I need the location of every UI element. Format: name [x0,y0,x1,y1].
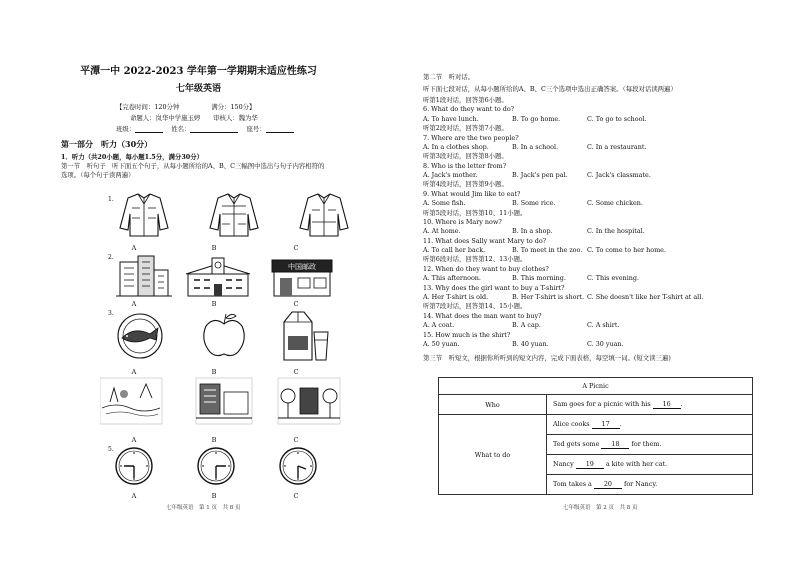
option-label-c: C [293,244,299,252]
option-label-a: A [131,492,137,500]
question-line: 7. Where are the two people? [423,133,519,142]
clock-icon [280,448,316,484]
question-line: 9. What would Jim like to eat? [423,189,521,198]
section2-instructions: 听下面七段对话，从每小题所给的A、B、C三个选项中选出正确答案。（每段对话读两遍） [423,85,677,93]
answer-option[interactable]: C. 30 yuan. [587,339,624,348]
option-label-a: A [131,436,137,444]
table-title: A Picnic [439,378,753,395]
answer-option[interactable]: C. Jack's classmate. [587,171,651,180]
question-number: 2. [108,254,114,261]
row-text: Ted gets some [553,440,600,448]
table-cell [547,435,753,455]
answer-blank-17[interactable]: 17 [592,420,620,429]
answer-option[interactable]: B. To go home. [512,114,561,123]
question-number: 5. [108,446,114,453]
river-scene-icon [100,378,162,424]
name-field[interactable] [190,132,238,133]
section2-heading: 第二节 听对话。 [423,73,475,81]
exam-title: 平潭一中 2022-2023 学年第一学期期末适应性练习 [80,66,317,77]
answer-option[interactable]: B. To meet in the zoo. [512,246,583,255]
answer-blank-18[interactable]: 18 [601,440,629,449]
hospital-building-icon [116,256,172,296]
answer-option[interactable]: A. Jack's mother. [423,171,478,180]
question-line: 15. How much is the shirt? [423,330,511,339]
answer-option[interactable]: A. To have lunch. [423,114,479,123]
option-label-b: B [211,436,217,444]
jacket-images [112,192,362,240]
question-line: 11. What does Sally want Mary to do? [423,236,547,245]
store-sign: 中国邮政 [288,263,316,271]
option-label-b: B [211,300,217,308]
option-label-b: B [211,244,217,252]
answer-option[interactable]: C. To go to school. [587,114,647,123]
question-line: 听第1段对话，回答第6小题。 [423,96,508,104]
page-footer: 七年级英语 第 1 页 共 8 页 [166,505,241,511]
jacket-icon [210,194,258,236]
answer-option[interactable]: A. A coat. [423,321,455,330]
listening-heading: 1．听力（共20小题，每小题1.5分，满分30分） [61,153,203,161]
seat-field[interactable] [266,132,294,133]
question-number: 1. [108,196,114,203]
part1-heading: 第一部分 听力（30分） [61,139,153,149]
seat-label: 座号： [246,125,266,133]
clock-icon [198,448,234,484]
answer-option[interactable]: A. Some fish. [423,199,466,208]
answer-option[interactable]: A. 50 yuan. [423,339,460,348]
picnic-table [438,377,753,495]
table-cell [547,415,753,435]
answer-option[interactable]: B. Jack's pen pal. [512,171,568,180]
street-scene-icon [196,378,252,424]
food-images [112,310,362,364]
question-line: 8. Who is the letter from? [423,161,507,170]
answer-option[interactable]: C. To come to her home. [587,246,666,255]
option-label-c: C [293,492,299,500]
row-text: for Nancy. [623,480,658,488]
school-building-icon [186,258,250,296]
question-line: 14. What does the man want to buy? [423,311,542,320]
class-label: 班级： [116,125,136,133]
answer-option[interactable]: C. In a restaurant. [587,142,647,151]
row-text: Alice cooks [553,420,590,428]
clock-icon [116,448,152,484]
table-cell [547,395,753,415]
row-text: for them. [631,440,662,448]
clock-images [112,446,362,486]
table-cell [547,455,753,475]
answer-option[interactable]: C. This evening. [587,274,640,283]
answer-option[interactable]: B. Her T-shirt is short. [512,292,585,301]
question-line: 13. Why does the girl want to buy a T-shirt? [423,283,565,292]
answer-option[interactable]: A. To call her back. [423,246,486,255]
answer-option[interactable]: B. In a shop. [512,227,553,236]
question-line: 听第7段对话，回答第14、15小题。 [423,302,527,311]
table-cell [547,475,753,495]
table-row [439,415,753,435]
option-label-a: A [131,244,137,252]
answer-blank-20[interactable]: 20 [594,480,622,489]
answer-blank-19[interactable]: 19 [576,460,604,469]
exam-authors: 命题人：岚华中学施玉婷 审核人：魏为华 [130,114,258,122]
answer-option[interactable]: B. 40 yuan. [512,339,549,348]
student-fields [116,125,294,133]
answer-option[interactable]: C. Some chicken. [587,199,643,208]
row-text: Tom takes a [553,480,592,488]
fish-plate-icon [118,314,162,358]
name-label: 姓名： [171,125,191,133]
park-scene-icon [278,378,340,424]
answer-option[interactable]: B. In a school. [512,142,559,151]
page-2 [397,0,794,562]
what-to-do-label: What to do [439,415,547,495]
answer-option[interactable]: A. At home. [423,227,461,236]
jacket-icon [120,194,168,236]
row-text: . [619,420,622,428]
question-line: 听第3段对话，回答第8小题。 [423,152,508,161]
question-line: 12. When do they want to buy clothes? [423,264,549,273]
question-line: 听第2段对话，回答第7小题。 [423,124,508,133]
question-line: 6. What do they want to do? [423,105,515,114]
section3-instructions: 第三节 听短文，根据你所听到的短文内容，完成下面表格，每空填一词。(短文读三遍) [423,354,671,362]
option-label-c: C [293,368,299,376]
scene-images [100,376,360,430]
section1-instr-line2: 选项。（每个句子读两遍） [61,171,135,179]
milk-carton-icon [284,312,328,360]
answer-option[interactable]: A. Her T-shirt is old. [423,292,489,301]
answer-option[interactable]: C. She doesn't like her T-shirt at all. [587,292,704,301]
question-line: 10. Where is Mary now? [423,217,502,226]
row-text: Sam goes for a picnic with his [553,400,651,408]
answer-option[interactable]: A. In a clothes shop. [423,142,489,151]
class-field[interactable] [135,132,163,133]
option-label-a: A [131,300,137,308]
option-label-b: B [211,368,217,376]
who-label: Who [439,395,547,415]
question-line: 听第4段对话，回答第9小题。 [423,180,508,189]
answer-blank-16[interactable]: 16 [653,400,681,409]
answer-option[interactable]: C. In the hospital. [587,227,645,236]
option-label-c: C [293,300,299,308]
building-images [112,252,362,298]
question-line: 听第5段对话，回答第10、11小题。 [423,208,527,217]
option-label-a: A [131,368,137,376]
row-text: a kite with her cat. [605,460,668,468]
answer-option[interactable]: A. This afternoon. [423,274,481,283]
page-footer: 七年级英语 第 2 页 共 8 页 [563,505,638,511]
option-label-b: B [211,492,217,500]
option-label-c: C [293,436,299,444]
answer-option[interactable]: B. This morning. [512,274,566,283]
exam-subtitle: 七年级英语 [175,84,221,94]
question-number: 3. [108,310,114,317]
table-row [439,395,753,415]
answer-option[interactable]: B. A cap. [512,321,541,330]
post-office-building-icon [272,260,332,296]
answer-option[interactable]: B. Some rice. [512,199,556,208]
row-text: . [680,400,683,408]
exam-info: 【完卷时间：120分钟 满分：150分】 [116,103,256,111]
row-text: Nancy [553,460,574,468]
section1-instr-line1: 第一节 听句子 听下面五个句子，从每小题所给的A、B、C三幅图中选出与句子内容相符的 [61,162,325,170]
question-line: 听第6段对话，回答第12、13小题。 [423,255,527,264]
jacket-icon [300,194,348,236]
apple-icon [204,314,245,356]
answer-option[interactable]: C. A shirt. [587,321,620,330]
